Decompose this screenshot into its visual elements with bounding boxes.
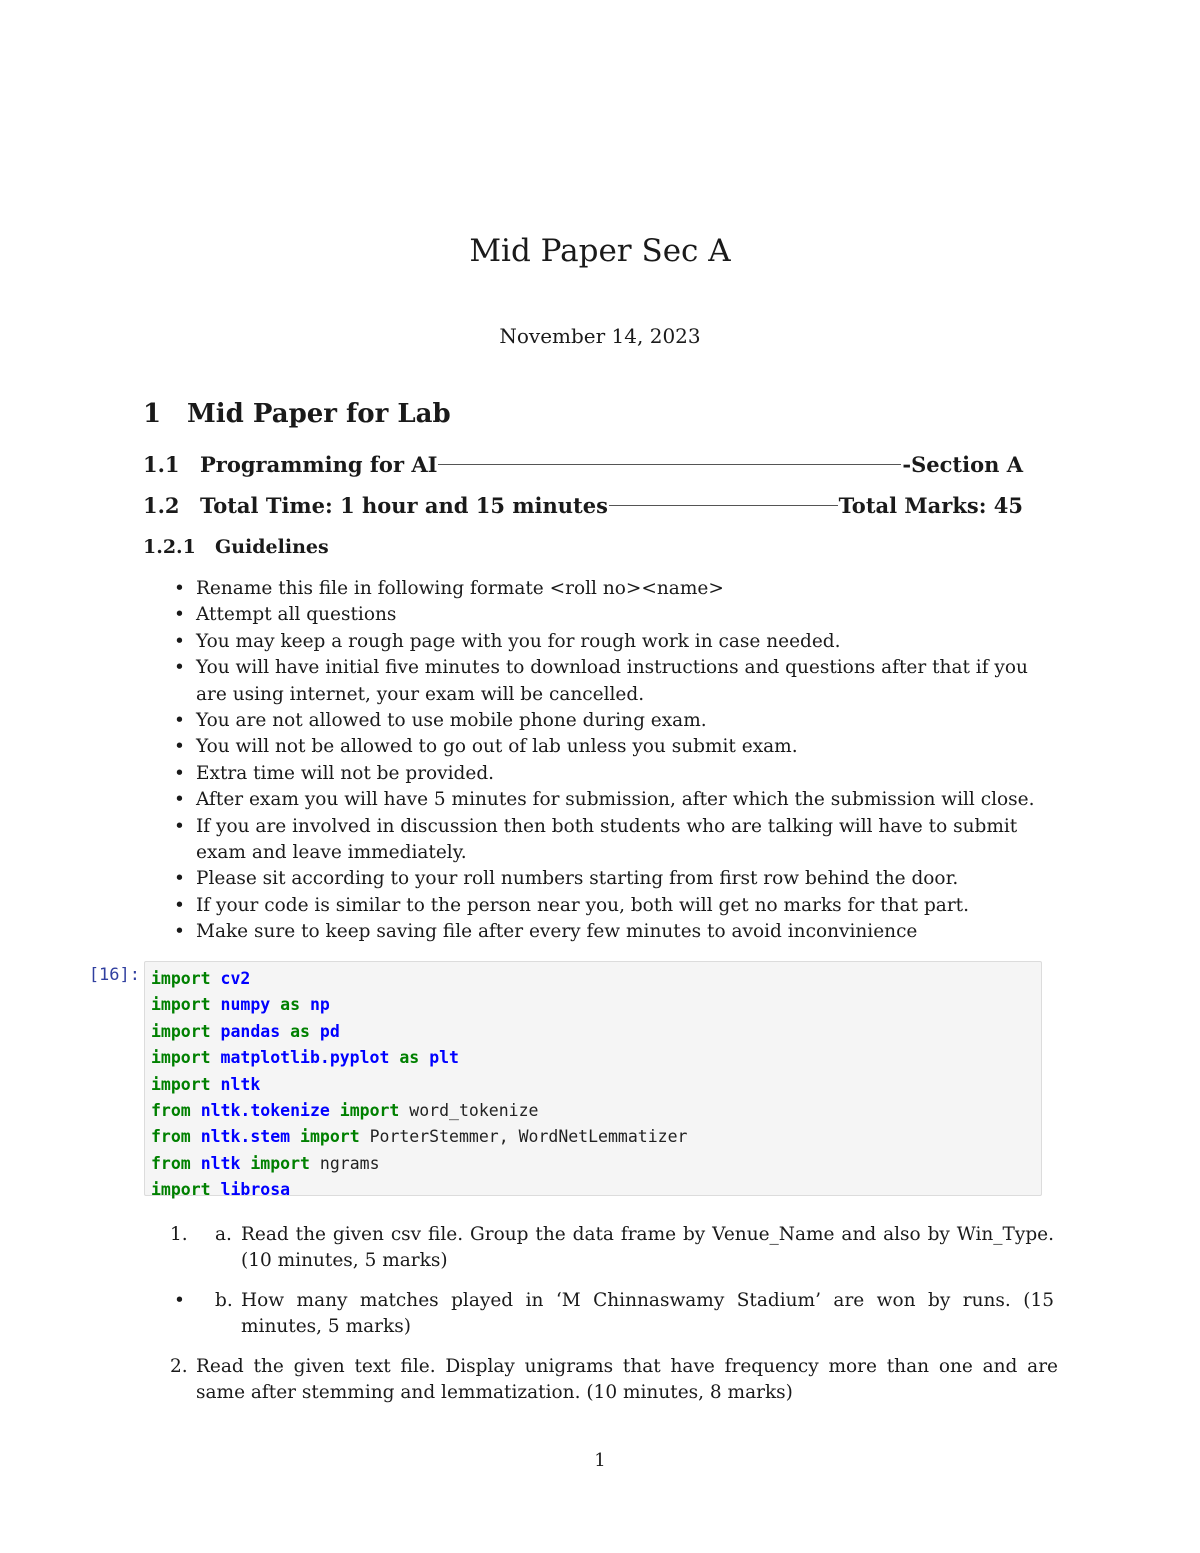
subsection-title: Total Time: 1 hour and 15 minutes <box>200 493 608 518</box>
code-line <box>151 1177 1035 1203</box>
code-token: ngrams <box>309 1153 380 1173</box>
code-token <box>419 1048 429 1067</box>
code-token <box>191 1101 201 1120</box>
code-block[interactable] <box>144 961 1042 1200</box>
code-token <box>211 1180 221 1199</box>
list-item: • After exam you will have 5 minutes for submission, after which the submission will close. <box>196 787 1058 813</box>
code-token <box>280 1022 290 1041</box>
page-number: 1 <box>594 1450 606 1471</box>
document-date: November 14, 2023 <box>499 324 701 348</box>
code-token <box>389 1048 399 1067</box>
code-module: pd <box>319 1021 340 1041</box>
code-token <box>270 995 280 1014</box>
horizontal-rule <box>609 505 838 506</box>
code-module: nltk.stem <box>200 1127 291 1147</box>
code-module: nltk <box>220 1074 261 1094</box>
code-token <box>240 1154 250 1173</box>
section-title: Mid Paper for Lab <box>187 399 451 429</box>
list-item: • You will have initial five minutes to download instructions and questions after that if you are using internet, your exam will be cancelled. <box>196 655 1058 708</box>
code-token <box>211 969 221 988</box>
code-text <box>145 962 1041 1208</box>
code-token: PorterStemmer, WordNetLemmatizer <box>359 1127 688 1147</box>
code-token <box>211 995 221 1014</box>
code-token <box>330 1101 340 1120</box>
code-token <box>310 1022 320 1041</box>
code-keyword: from <box>151 1153 191 1173</box>
subsection-right-text: Total Marks: 45 <box>838 493 1023 518</box>
code-token <box>191 1127 201 1146</box>
code-keyword: as <box>290 1021 310 1041</box>
code-keyword: from <box>151 1101 191 1121</box>
code-module: nltk.tokenize <box>200 1101 330 1121</box>
list-item: • Attempt all questions <box>196 602 1058 628</box>
subsection-number: 1.2 <box>143 493 180 518</box>
horizontal-rule <box>438 464 901 465</box>
code-keyword: import <box>339 1101 400 1121</box>
code-keyword: import <box>151 1021 211 1041</box>
question-text: Read the given text file. Display unigrams that have frequency more than one and are same after stemming and lemmatization. (10 minutes, 8 marks) <box>196 1356 1058 1404</box>
code-keyword: import <box>151 1074 211 1094</box>
code-module: cv2 <box>220 969 251 988</box>
subsection-heading-1-2 <box>143 493 1023 518</box>
list-item: • You will not be allowed to go out of lab unless you submit exam. <box>196 734 1058 760</box>
list-item: • If you are involved in discussion then both students who are talking will have to submit exam and leave immediately. <box>196 814 1058 867</box>
question-text: Read the given csv file. Group the data frame by Venue_Name and also by Win_Type.(10 minutes, 5 marks) <box>241 1224 1054 1272</box>
code-module: pandas <box>220 1021 281 1041</box>
code-keyword: import <box>151 969 211 988</box>
code-line <box>151 1019 1035 1045</box>
code-token <box>191 1154 201 1173</box>
code-keyword: as <box>280 995 301 1015</box>
cell-prompt: [16]: <box>88 965 140 985</box>
question-1a <box>170 1222 1058 1275</box>
document-title: Mid Paper Sec A <box>469 233 731 269</box>
code-module: plt <box>429 1048 459 1068</box>
question-1b <box>174 1288 1058 1341</box>
list-item: • If your code is similar to the person near you, both will get no marks for that part. <box>196 893 1058 919</box>
code-line <box>151 992 1035 1018</box>
code-keyword: as <box>399 1048 420 1068</box>
section-number: 1 <box>143 399 162 429</box>
question-marker: 2. <box>170 1356 188 1377</box>
list-item: • You are not allowed to use mobile phone during exam. <box>196 708 1058 734</box>
code-module: numpy <box>220 995 271 1015</box>
code-keyword: import <box>300 1127 360 1147</box>
subsection-right-text: -Section A <box>902 452 1023 477</box>
code-keyword: import <box>151 1180 211 1200</box>
code-module: np <box>309 995 330 1015</box>
bullet-marker: • <box>174 1290 185 1311</box>
question-sub-marker: a. <box>215 1224 232 1245</box>
subsection-heading-1-1 <box>143 452 1023 477</box>
code-keyword: import <box>151 995 211 1015</box>
code-line <box>151 1124 1035 1150</box>
code-token: word_tokenize <box>399 1101 539 1121</box>
list-item: • Please sit according to your roll numbers starting from first row behind the door. <box>196 866 1058 892</box>
code-line <box>151 1151 1035 1177</box>
code-module: librosa <box>220 1180 291 1200</box>
code-token <box>211 1022 221 1041</box>
question-text: How many matches played in ‘M Chinnaswamy Stadium’ are won by runs. (15 minutes, 5 marks) <box>241 1290 1054 1338</box>
subsection-number: 1.1 <box>143 452 180 477</box>
list-item: • Extra time will not be provided. <box>196 761 1058 787</box>
subsubsection-title: Guidelines <box>215 536 329 558</box>
code-keyword: import <box>250 1153 310 1173</box>
subsubsection-heading-guidelines <box>143 536 329 558</box>
code-line <box>151 1072 1035 1098</box>
code-keyword: import <box>151 1048 211 1068</box>
subsubsection-number: 1.2.1 <box>143 536 196 558</box>
question-2 <box>170 1354 1058 1407</box>
list-item: • You may keep a rough page with you for rough work in case needed. <box>196 629 1058 655</box>
code-token <box>211 1048 221 1067</box>
code-line <box>151 1098 1035 1124</box>
question-marker: 1. <box>170 1224 188 1245</box>
list-item: • Make sure to keep saving file after every few minutes to avoid inconvinience <box>196 919 1058 945</box>
code-keyword: from <box>151 1127 191 1147</box>
code-token <box>290 1127 300 1146</box>
subsection-title: Programming for AI <box>200 452 438 477</box>
list-item: • Rename this file in following formate <roll no><name> <box>196 576 1058 602</box>
code-line <box>151 1045 1035 1071</box>
section-heading-1 <box>143 399 451 429</box>
code-module: nltk <box>200 1153 241 1173</box>
code-token <box>211 1075 221 1094</box>
guidelines-list <box>196 576 1058 946</box>
code-token <box>300 995 310 1014</box>
code-line <box>151 966 1035 992</box>
question-sub-marker: b. <box>215 1290 233 1311</box>
code-module: matplotlib.pyplot <box>220 1048 390 1068</box>
